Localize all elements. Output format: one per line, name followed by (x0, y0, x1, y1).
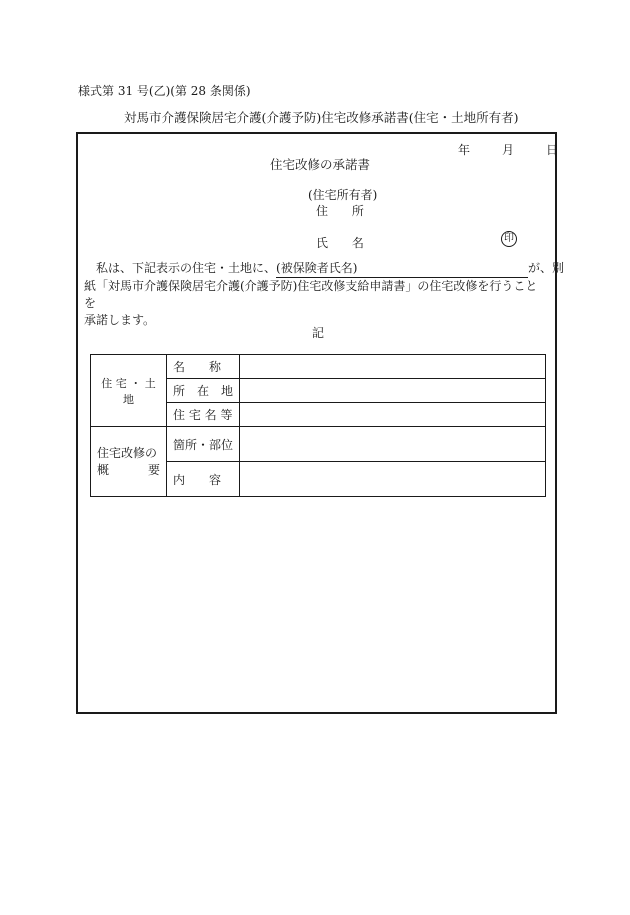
seal-icon: 印 (501, 231, 517, 247)
value-cell-location-part[interactable] (240, 427, 546, 462)
row-label-contents: 内 容 (167, 462, 240, 497)
form-frame (76, 132, 565, 714)
value-cell-housing-name[interactable] (240, 403, 546, 427)
date-year-label[interactable]: 年 (458, 143, 471, 157)
form-title: 対馬市介護保険居宅介護(介護予防)住宅改修承諾書(住宅・土地所有者) (124, 110, 519, 125)
group-label-renovation-char-b: 要 (147, 462, 160, 477)
notes-mark: 記 (312, 326, 325, 340)
form-number: 様式第 31 号(乙)(第 28 条関係) (78, 84, 251, 98)
consent-suffix: が、別 (528, 261, 565, 275)
consent-body (84, 260, 565, 329)
owner-label: (住宅所有者) (308, 188, 378, 202)
name-label[interactable]: 氏 名 (316, 236, 374, 250)
group-label-renovation (91, 427, 167, 497)
table-row (91, 427, 546, 462)
consent-line-3: 承諾します。 (84, 313, 156, 327)
row-label-location-part: 箇所・部位 (167, 427, 240, 462)
table-row (91, 355, 546, 379)
insured-name-field[interactable]: (被保険者氏名) (276, 260, 528, 278)
document-heading: 住宅改修の承諾書 (270, 157, 371, 172)
date-line (458, 141, 558, 158)
property-details-table (90, 354, 546, 497)
group-label-renovation-line1: 住宅改修の (97, 445, 158, 460)
group-label-renovation-char-a: 概 (97, 462, 110, 477)
row-label-location: 所 在 地 (167, 379, 240, 403)
row-label-housing-name: 住 宅 名 等 (167, 403, 240, 427)
group-label-property: 住 宅 ・ 土 地 (91, 355, 167, 427)
date-day-label[interactable]: 日 (546, 143, 559, 157)
row-label-name: 名 称 (167, 355, 240, 379)
value-cell-contents[interactable] (240, 462, 546, 497)
group-label-renovation-text (97, 445, 160, 479)
group-label-renovation-line2 (97, 462, 160, 479)
value-cell-location[interactable] (240, 379, 546, 403)
consent-prefix: 私は、下記表示の住宅・土地に、 (96, 261, 277, 275)
date-month-label[interactable]: 月 (502, 143, 515, 157)
consent-line-2: 紙「対馬市介護保険居宅介護(介護予防)住宅改修支給申請書」の住宅改修を行うことを (84, 279, 538, 310)
consent-line-1 (84, 260, 565, 278)
address-label[interactable]: 住 所 (316, 204, 374, 218)
value-cell-name[interactable] (240, 355, 546, 379)
